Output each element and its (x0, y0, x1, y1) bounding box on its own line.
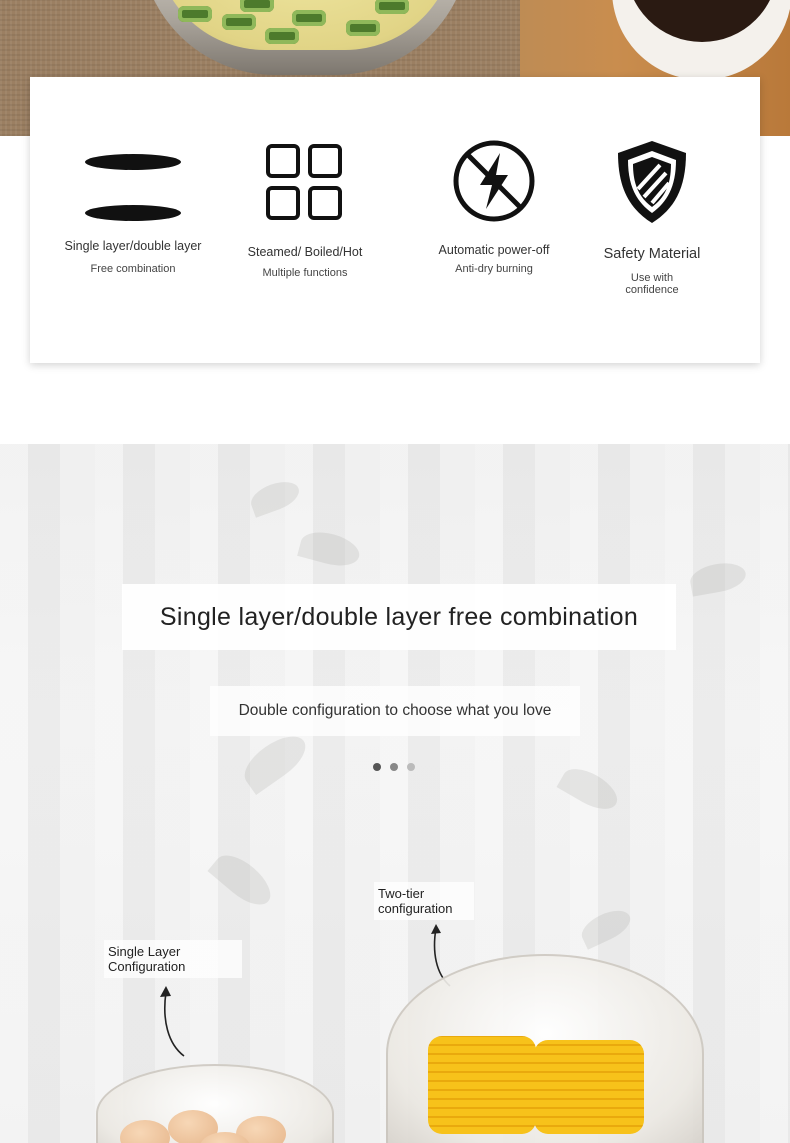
no-lightning-icon (452, 139, 536, 223)
feature-single-double-layer (48, 147, 218, 275)
okra-slice (292, 10, 326, 26)
carousel-dots (373, 763, 415, 771)
headline-box (122, 584, 676, 650)
leaf-shadow (237, 727, 314, 795)
corn-cob (534, 1040, 644, 1134)
corn-cob (428, 1036, 536, 1134)
leaf-shadow (557, 761, 624, 817)
okra-slice (265, 28, 299, 44)
okra-slice (375, 0, 409, 14)
feature-title: Automatic power-off (438, 243, 550, 257)
feature-subtitle: Use with confidence (625, 272, 679, 296)
single-layer-label: Single Layer Configuration (104, 940, 242, 978)
feature-title: Single layer/double layer (64, 239, 202, 253)
subline-box (210, 686, 580, 736)
leaf-shadow (577, 904, 635, 950)
feature-title: Safety Material (603, 246, 701, 262)
feature-subtitle: Free combination (90, 263, 176, 275)
carousel-dot[interactable] (407, 763, 415, 771)
leaf-shadow (688, 559, 748, 596)
leaf-shadow (207, 847, 278, 914)
banner-subline: Double configuration to choose what you love (238, 702, 552, 719)
feature-multiple-functions (220, 143, 390, 279)
features-card (30, 77, 760, 363)
okra-slice (222, 14, 256, 30)
feature-subtitle: Anti-dry burning (455, 263, 533, 275)
leaf-shadow (297, 527, 363, 572)
banner-headline: Single layer/double layer free combination (159, 602, 639, 631)
combination-banner (0, 444, 790, 1143)
feature-subtitle: Multiple functions (262, 267, 348, 279)
two-tier-label: Two-tier configuration (374, 882, 474, 920)
carousel-dot[interactable] (390, 763, 398, 771)
stacked-layers-icon (83, 147, 183, 223)
feature-safety-material (567, 139, 737, 296)
feature-automatic-power-off (409, 139, 579, 275)
okra-slice (346, 20, 380, 36)
grid-four-squares-icon (265, 143, 345, 223)
shield-icon (614, 139, 690, 225)
okra-slice (178, 6, 212, 22)
feature-title: Steamed/ Boiled/Hot (247, 245, 363, 259)
okra-slice (240, 0, 274, 12)
leaf-shadow (247, 476, 303, 518)
pointer-arrow-icon (156, 984, 190, 1060)
carousel-dot[interactable] (373, 763, 381, 771)
